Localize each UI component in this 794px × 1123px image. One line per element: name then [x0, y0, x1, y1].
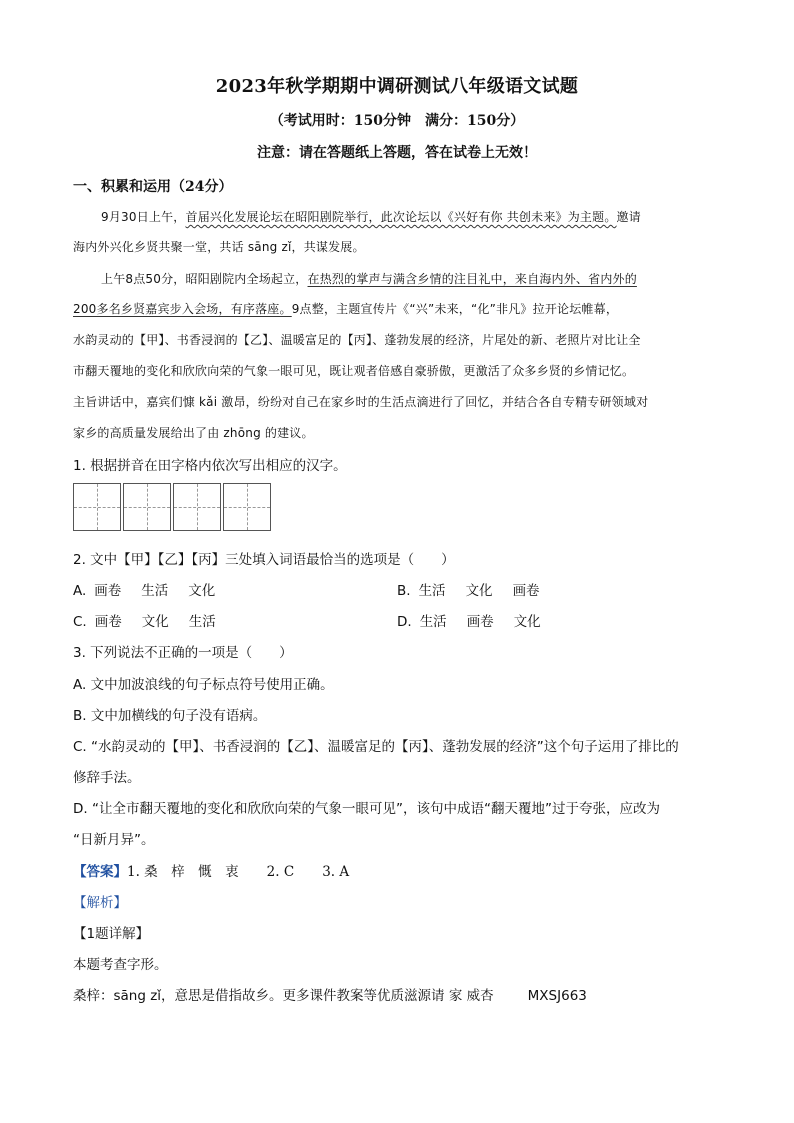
page-title: 2023年秋学期期中调研测试八年级语文试题 — [215, 76, 579, 97]
passage-line: 海内外兴化乡贤共聚一堂，共话 sāng zǐ，共谋发展。 — [73, 240, 365, 254]
explanation-line: 桑梓：sāng zǐ，意思是借指故乡。更多课件教案等优质滋源请 家 威杏 MXSJ663 — [73, 988, 587, 1004]
passage-line: 200多名乡贤嘉宾步入会场，有序落座。9点整，主题宣传片《“兴”未来，“化”非凡》拉开论坛帷幕， — [73, 302, 619, 316]
answer-line — [73, 860, 363, 880]
q3-option-c[interactable]: C. “水韵灵动的【甲】、书香浸润的【乙】、温暖富足的【丙】、蓬勃发展的经济”这个句子运用了排比的 — [73, 739, 679, 755]
answer-3: 3. A — [322, 864, 350, 880]
tianzige-grid — [73, 483, 273, 532]
q3-option-d-cont: “日新月异”。 — [73, 832, 155, 848]
question-1: 1. 根据拼音在田字格内依次写出相应的汉字。 — [73, 458, 347, 474]
option-a[interactable]: A. 画卷 生活 文化 — [73, 583, 216, 599]
q3-option-a[interactable]: A. 文中加波浪线的句子标点符号使用正确。 — [73, 677, 334, 693]
question-2: 2. 文中【甲】【乙】【丙】三处填入词语最恰当的选项是（ ） — [73, 552, 455, 568]
answer-label: 【答案】 — [73, 864, 127, 880]
passage-line: 市翻天覆地的变化和欣欣向荣的气象一眼可见，既让观者倍感自豪骄傲，更激活了众多乡贤的乡情记忆。 — [73, 364, 635, 378]
answer-2: 2. C — [266, 864, 295, 880]
option-b[interactable]: B. 生活 文化 画卷 — [397, 583, 540, 599]
watermark-code: MXSJ663 — [527, 988, 587, 1004]
writing-cell[interactable] — [73, 483, 121, 531]
option-c[interactable]: C. 画卷 文化 生活 — [73, 614, 216, 630]
answer-1: 1. 桑 梓 慨 衷 — [127, 864, 239, 880]
writing-cell[interactable] — [223, 483, 271, 531]
detail-text: 本题考查字形。 — [73, 957, 168, 973]
underlined-sentence: 200多名乡贤嘉宾步入会场，有序落座。 — [73, 302, 292, 316]
analysis-label: 【解析】 — [73, 895, 127, 911]
passage-line: 水韵灵动的【甲】、书香浸润的【乙】、温暖富足的【丙】、蓬勃发展的经济，片尾处的新、老照片对比让全 — [73, 333, 641, 347]
option-d[interactable]: D. 生活 画卷 文化 — [397, 614, 541, 630]
q3-option-c-cont: 修辞手法。 — [73, 770, 141, 786]
q3-option-d[interactable]: D. “让全市翻天覆地的变化和欣欣向荣的气象一眼可见”，该句中成语“翻天覆地”过于夸张，应改为 — [73, 801, 660, 817]
passage-line: 主旨讲话中，嘉宾们慷 kǎi 激昂，纷纷对自己在家乡时的生活点滴进行了回忆，并结合各自专精专研领域对 — [73, 395, 649, 409]
writing-cell[interactable] — [123, 483, 171, 531]
exam-duration-note: （考试用时：150分钟 满分：150分） — [269, 113, 525, 129]
underlined-sentence: 在热烈的掌声与满含乡情的注目礼中，来自海内外、省内外的 — [307, 272, 637, 286]
passage-line: 上午8点50分，昭阳剧院内全场起立，在热烈的掌声与满含乡情的注目礼中，来自海内外、省内外的 — [101, 272, 637, 286]
answer-notice: 注意：请在答题纸上答题，答在试卷上无效！ — [257, 145, 537, 161]
writing-cell[interactable] — [173, 483, 221, 531]
passage-line: 9月30日上午，首届兴化发展论坛在昭阳剧院举行，此次论坛以《兴好有你 共创未来》为主题。邀请 — [101, 210, 641, 224]
detail-label: 【1题详解】 — [73, 926, 150, 942]
wavy-underlined-sentence: 首届兴化发展论坛在昭阳剧院举行，此次论坛以《兴好有你 共创未来》为主题。 — [185, 210, 617, 224]
passage-line: 家乡的高质量发展给出了由 zhōng 的建议。 — [73, 426, 314, 440]
section-heading: 一、积累和运用（24分） — [73, 179, 233, 195]
question-3: 3. 下列说法不正确的一项是（ ） — [73, 645, 293, 661]
q3-option-b[interactable]: B. 文中加横线的句子没有语病。 — [73, 708, 267, 724]
